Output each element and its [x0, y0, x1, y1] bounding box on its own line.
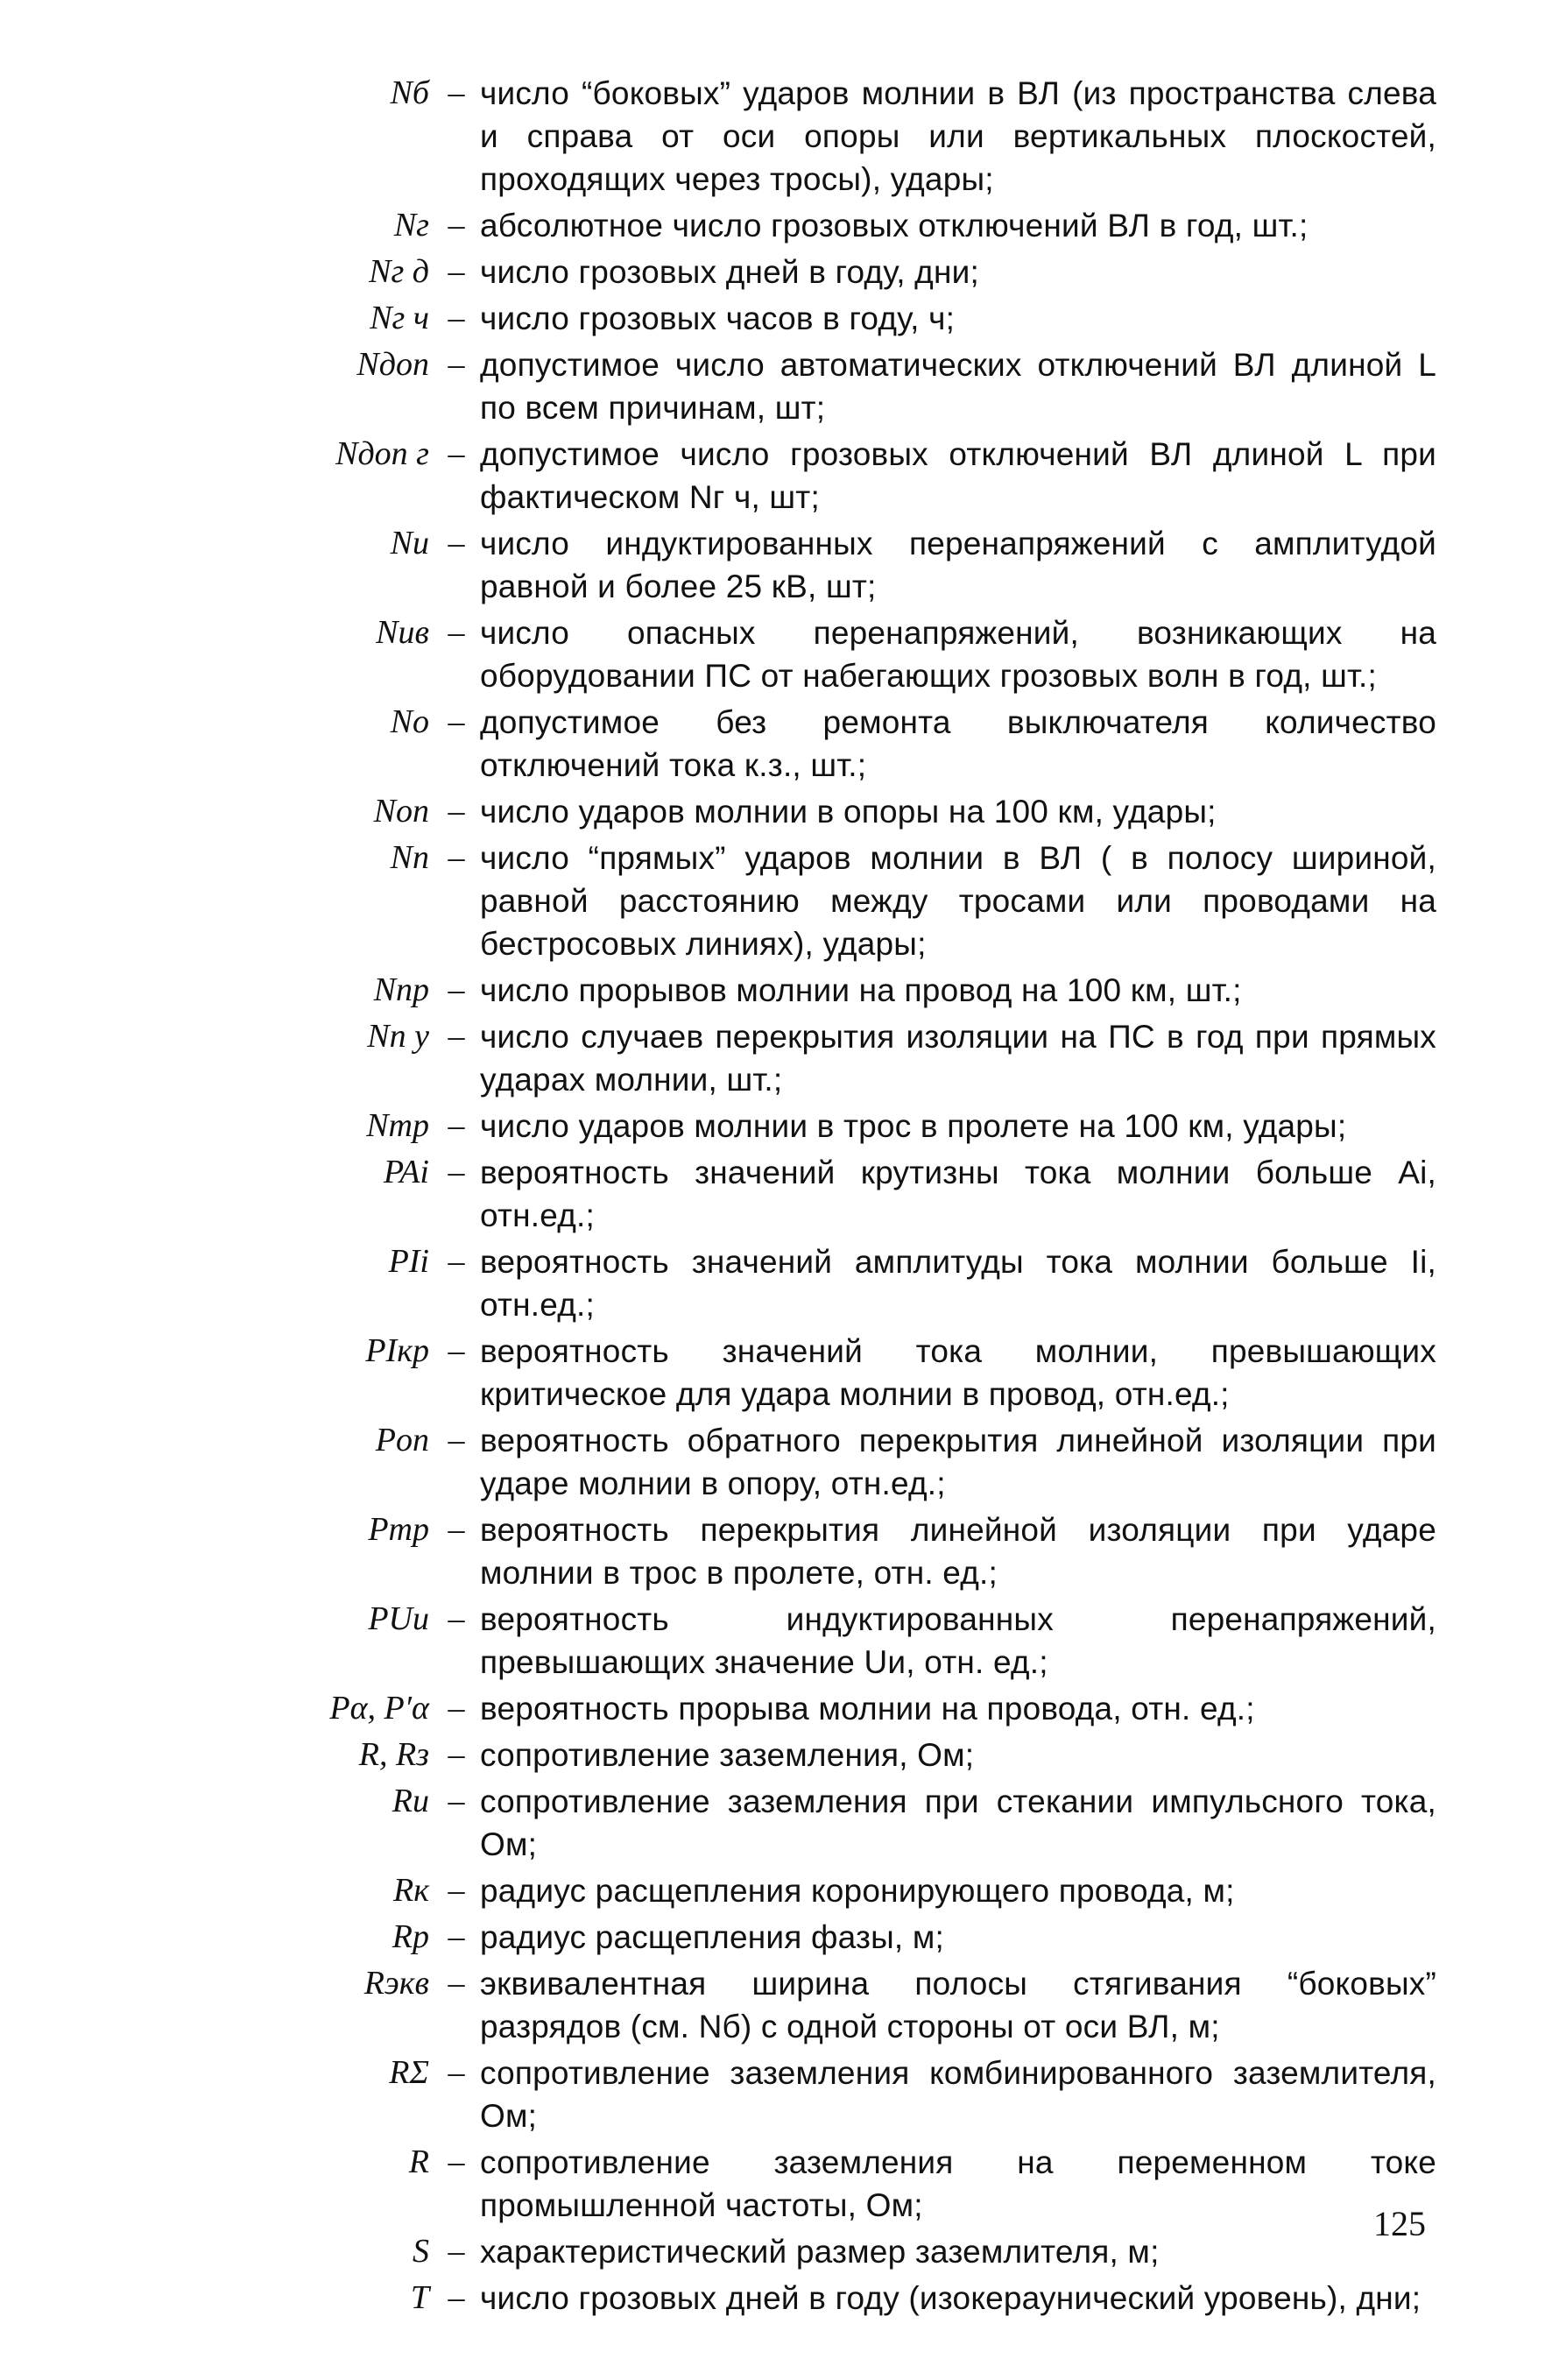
- definition-text: сопротивление заземления, Ом;: [480, 1737, 975, 1773]
- definition-symbol: Nп у: [367, 1018, 429, 1055]
- definition-text: число индуктированных перенапряжений с амплитудой равной и более 25 кВ, шт;: [480, 526, 1436, 604]
- definition-text: число грозовых часов в году, ч;: [480, 300, 956, 336]
- definition-text: число случаев перекрытия изоляции на ПС в год при прямых ударах молнии, шт.;: [480, 1019, 1436, 1098]
- definition-dash: –: [448, 1872, 465, 1909]
- definition-entry: [307, 1687, 1436, 1730]
- definition-dash: –: [448, 1422, 465, 1458]
- definition-symbol: PAi: [383, 1154, 429, 1190]
- definition-entry: [307, 2230, 1436, 2273]
- definition-dash: –: [448, 2233, 465, 2270]
- definition-text: допустимое число грозовых отключений ВЛ длиной L при фактическом Nг ч, шт;: [480, 436, 1436, 515]
- definition-symbol: Nтр: [366, 1107, 429, 1144]
- definition-dash: –: [448, 1154, 465, 1190]
- definition-text: вероятность значений амплитуды тока молнии больше Ii, отн.ед.;: [480, 1244, 1436, 1323]
- definition-text: допустимое число автоматических отключений ВЛ длиной L по всем причинам, шт;: [480, 347, 1436, 426]
- definition-dash: –: [448, 1783, 465, 1819]
- definition-entry: [307, 1780, 1436, 1866]
- definition-dash: –: [448, 525, 465, 561]
- definition-text: радиус расщепления коронирующего провода, м;: [480, 1873, 1235, 1909]
- definition-dash: –: [448, 839, 465, 876]
- definition-dash: –: [448, 2054, 465, 2091]
- definition-symbol: PUи: [368, 1600, 429, 1637]
- definition-dash: –: [448, 2143, 465, 2180]
- definition-entry: [307, 1962, 1436, 2048]
- definition-symbol: Pтр: [368, 1511, 429, 1548]
- definition-dash: –: [448, 1690, 465, 1727]
- definition-entry: [307, 1151, 1436, 1237]
- definition-dash: –: [448, 1018, 465, 1055]
- definition-symbol: T: [410, 2279, 429, 2316]
- definition-dash: –: [448, 793, 465, 830]
- definition-text: вероятность перекрытия линейной изоляции при ударе молнии в трос в пролете, отн. ед.;: [480, 1512, 1436, 1591]
- definition-dash: –: [448, 1918, 465, 1955]
- definitions-list: [307, 72, 1436, 2323]
- definition-text: вероятность значений тока молнии, превышающих критическое для удара молнии в провод, отн.ед.;: [480, 1333, 1436, 1412]
- definition-entry: [307, 969, 1436, 1012]
- definition-text: допустимое без ремонта выключателя количество отключений тока к.з., шт.;: [480, 704, 1436, 783]
- definition-dash: –: [448, 1965, 465, 2002]
- definition-text: число грозовых дней в году (изокераунический уровень), дни;: [480, 2280, 1421, 2316]
- definition-symbol: Nи: [390, 525, 429, 561]
- definition-entry: [307, 1869, 1436, 1912]
- definition-symbol: Rр: [392, 1918, 429, 1955]
- definition-symbol: RΣ: [389, 2054, 429, 2091]
- definition-entry: [307, 1734, 1436, 1776]
- definition-entry: [307, 343, 1436, 429]
- definition-text: абсолютное число грозовых отключений ВЛ в год, шт.;: [480, 208, 1309, 244]
- definition-dash: –: [448, 74, 465, 111]
- definition-entry: [307, 1330, 1436, 1416]
- definition-symbol: R: [408, 2143, 429, 2180]
- definition-dash: –: [448, 614, 465, 651]
- definition-text: вероятность индуктированных перенапряжений, превышающих значение Uи, отн. ед.;: [480, 1601, 1436, 1680]
- definition-entry: [307, 1105, 1436, 1148]
- definition-symbol: Nоп: [373, 793, 429, 830]
- definition-dash: –: [448, 1332, 465, 1369]
- definition-entry: [307, 2277, 1436, 2320]
- definition-text: число прорывов молнии на провод на 100 км, шт.;: [480, 972, 1242, 1008]
- definition-text: число грозовых дней в году, дни;: [480, 254, 979, 290]
- definition-entry: [307, 1508, 1436, 1594]
- definition-entry: [307, 251, 1436, 293]
- definition-symbol: S: [413, 2233, 429, 2270]
- definition-text: число “боковых” ударов молнии в ВЛ (из пространства слева и справа от оси опоры или вертикальных плоскостей, проходящих через тросы), удары;: [480, 75, 1436, 197]
- definition-text: число ударов молнии в опоры на 100 км, удары;: [480, 794, 1217, 830]
- definition-text: эквивалентная ширина полосы стягивания “боковых” разрядов (см. Nб) с одной стороны от оси ВЛ, м;: [480, 1966, 1436, 2045]
- definition-entry: [307, 2141, 1436, 2227]
- definition-symbol: Nдоп г: [335, 435, 429, 472]
- definition-dash: –: [448, 207, 465, 244]
- definition-text: число “прямых” ударов молнии в ВЛ ( в полосу шириной, равной расстоянию между тросами или проводами на бестросовых линиях), удары;: [480, 840, 1436, 962]
- definition-symbol: Nг д: [369, 253, 429, 290]
- definition-symbol: Rэкв: [363, 1965, 429, 2002]
- definition-symbol: PIкр: [365, 1332, 429, 1369]
- definition-symbol: Pα, P′α: [329, 1690, 429, 1727]
- definition-dash: –: [448, 435, 465, 472]
- definition-dash: –: [448, 346, 465, 383]
- definition-text: число опасных перенапряжений, возникающих на оборудовании ПС от набегающих грозовых волн в год, шт.;: [480, 615, 1436, 694]
- definition-entry: [307, 611, 1436, 697]
- definition-symbol: Nпр: [373, 971, 429, 1008]
- definition-entry: [307, 204, 1436, 247]
- definition-symbol: Nдоп: [356, 346, 429, 383]
- definition-dash: –: [448, 1243, 465, 1280]
- definition-dash: –: [448, 1736, 465, 1773]
- definition-symbol: No: [390, 703, 429, 740]
- definition-dash: –: [448, 703, 465, 740]
- definition-text: сопротивление заземления на переменном токе промышленной частоты, Ом;: [480, 2144, 1436, 2223]
- definition-dash: –: [448, 1511, 465, 1548]
- definition-entry: [307, 790, 1436, 833]
- definition-entry: [307, 522, 1436, 608]
- definition-entry: [307, 433, 1436, 519]
- definition-entry: [307, 1240, 1436, 1326]
- definition-dash: –: [448, 1107, 465, 1144]
- definition-symbol: R, Rз: [358, 1736, 429, 1773]
- definition-text: характеристический размер заземлителя, м;: [480, 2234, 1160, 2270]
- definition-text: сопротивление заземления при стекании импульсного тока, Ом;: [480, 1783, 1436, 1862]
- definition-entry: [307, 1916, 1436, 1959]
- definition-entry: [307, 701, 1436, 787]
- definition-symbol: Nг ч: [370, 300, 429, 336]
- definition-entry: [307, 1015, 1436, 1101]
- definition-symbol: Pоп: [375, 1422, 429, 1458]
- page-number: 125: [1373, 2204, 1426, 2243]
- definition-entry: [307, 72, 1436, 201]
- definition-entry: [307, 1419, 1436, 1505]
- definition-symbol: Nг: [393, 207, 429, 244]
- definition-entry: [307, 1598, 1436, 1684]
- definition-text: вероятность значений крутизны тока молнии больше Ai, отн.ед.;: [480, 1155, 1436, 1233]
- definition-symbol: Nив: [376, 614, 429, 651]
- definition-dash: –: [448, 253, 465, 290]
- definition-symbol: Nп: [390, 839, 429, 876]
- definition-text: сопротивление заземления комбинированного заземлителя, Ом;: [480, 2055, 1436, 2134]
- definition-text: число ударов молнии в трос в пролете на 100 км, удары;: [480, 1108, 1347, 1144]
- definition-dash: –: [448, 971, 465, 1008]
- definition-text: радиус расщепления фазы, м;: [480, 1919, 944, 1955]
- definition-symbol: Nб: [390, 74, 429, 111]
- definition-text: вероятность обратного перекрытия линейной изоляции при ударе молнии в опору, отн.ед.;: [480, 1423, 1436, 1501]
- definition-entry: [307, 2052, 1436, 2137]
- definition-dash: –: [448, 1600, 465, 1637]
- definition-text: вероятность прорыва молнии на провода, отн. ед.;: [480, 1691, 1255, 1727]
- definition-dash: –: [448, 300, 465, 336]
- definition-symbol: PIi: [388, 1243, 429, 1280]
- definition-symbol: Rи: [392, 1783, 429, 1819]
- definition-entry: [307, 837, 1436, 965]
- definition-entry: [307, 297, 1436, 340]
- definition-dash: –: [448, 2279, 465, 2316]
- definition-symbol: Rк: [393, 1872, 429, 1909]
